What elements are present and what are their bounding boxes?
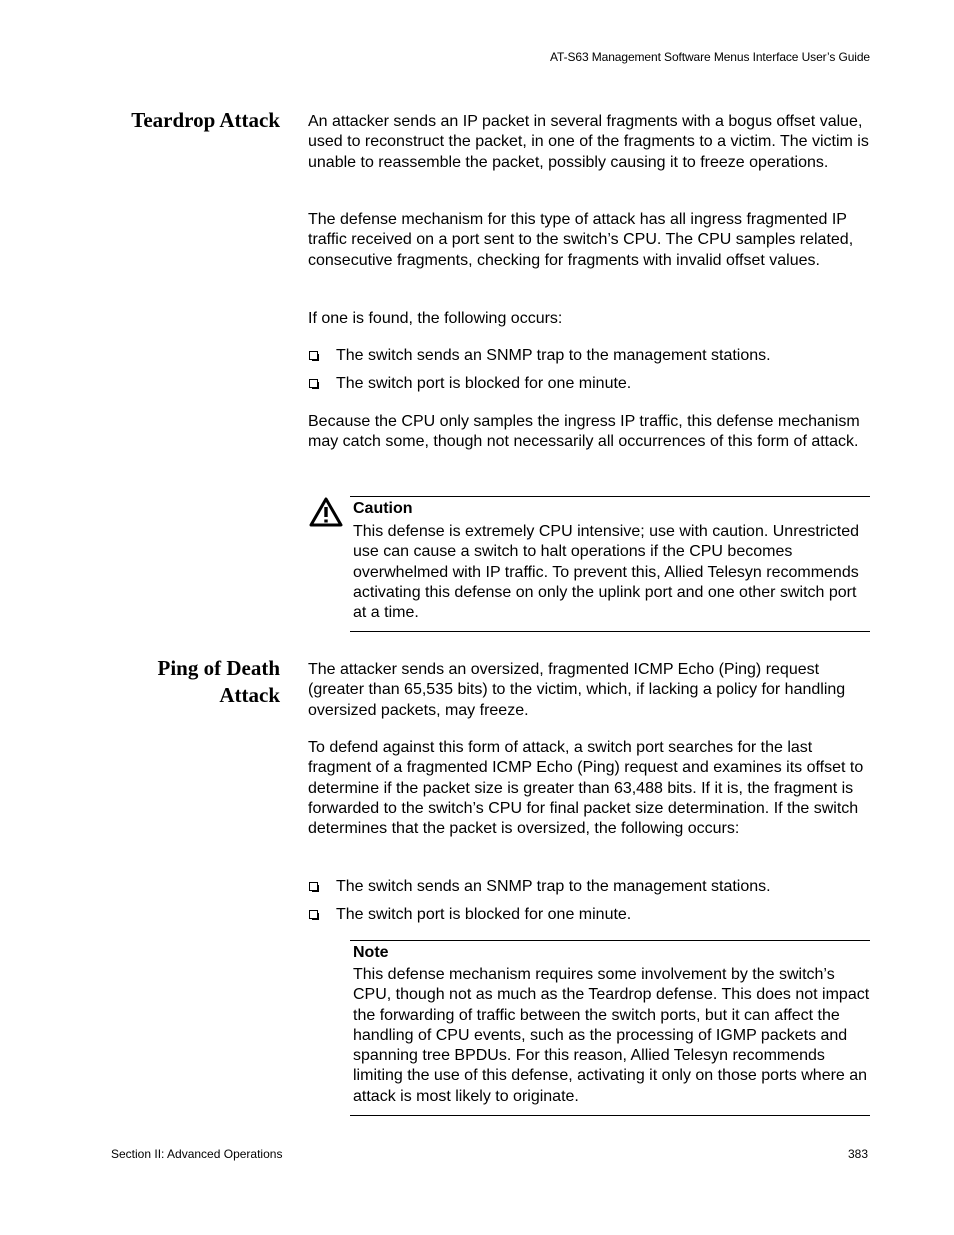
- ping-bullet-list: [308, 877, 870, 933]
- checkbox-bullet-icon: [309, 882, 318, 891]
- list-item: The switch port is blocked for one minute.: [308, 905, 870, 933]
- checkbox-bullet-icon: [309, 910, 318, 919]
- footer-section: Section II: Advanced Operations: [111, 1147, 283, 1161]
- teardrop-heading: Teardrop Attack: [131, 108, 280, 132]
- caution-body: This defense is extremely CPU intensive; use with caution. Unrestricted use can cause a switch to halt operations if the CPU becomes overwhelmed with IP traffic. To prevent this, Allied Telesyn recommends activating this defense on only the uplink port and one other switch port at a time.: [353, 523, 859, 622]
- ping-paragraph-2: To defend against this form of attack, a switch port searches for the last fragment of a fragmented ICMP Echo (Ping) request and examines its offset to determine if the packet size is greater than 63,488 bits. If it is, the fragment is forwarded to the switch’s CPU for final packet size determination. If the switch determines that the packet is oversized, the following occurs:: [308, 739, 864, 838]
- list-item: The switch port is blocked for one minute.: [308, 374, 870, 402]
- checkbox-bullet-icon: [309, 379, 318, 388]
- teardrop-paragraph-4: Because the CPU only samples the ingress IP traffic, this defense mechanism may catch some, though not necessarily all occurrences of this form of attack.: [308, 413, 860, 451]
- ping-of-death-heading: Ping of Death Attack: [157, 656, 280, 707]
- caution-box: [350, 496, 870, 632]
- page-number: 383: [847, 1147, 868, 1161]
- note-body: This defense mechanism requires some involvement by the switch’s CPU, though not as much as the Teardrop defense. This does not impact the forwarding of traffic between the switch ports, but it can affect the handling of CPU events, such as the processing of IGMP packets and spanning tree BPDUs. For this reason, Allied Telesyn recommends limiting the use of this defense, activating it only on those ports where an attack is most likely to originate.: [353, 966, 870, 1105]
- teardrop-paragraph-1: An attacker sends an IP packet in several fragments with a bogus offset value, used to reconstruct the packet, in one of the fragments to a victim. The victim is unable to reassemble the packet, possibly causing it to freeze operations.: [308, 113, 869, 171]
- checkbox-bullet-icon: [309, 351, 318, 360]
- caution-title: Caution: [353, 500, 413, 517]
- teardrop-bullet-list: [308, 346, 870, 402]
- running-header: AT-S63 Management Software Menus Interface User’s Guide: [550, 50, 870, 64]
- warning-triangle-icon: [309, 497, 343, 527]
- teardrop-paragraph-3: If one is found, the following occurs:: [308, 310, 563, 327]
- list-item: The switch sends an SNMP trap to the management stations.: [308, 346, 870, 374]
- note-title: Note: [353, 944, 389, 961]
- ping-paragraph-1: The attacker sends an oversized, fragmented ICMP Echo (Ping) request (greater than 65,535 bits) to the victim, which, if lacking a policy for handling oversized packets, may freeze.: [308, 661, 846, 719]
- note-box: [350, 940, 870, 1116]
- teardrop-paragraph-2: The defense mechanism for this type of attack has all ingress fragmented IP traffic received on a port sent to the switch’s CPU. The CPU samples related, consecutive fragments, checking for fragments with invalid offset values.: [308, 211, 854, 269]
- list-item: The switch sends an SNMP trap to the management stations.: [308, 877, 870, 905]
